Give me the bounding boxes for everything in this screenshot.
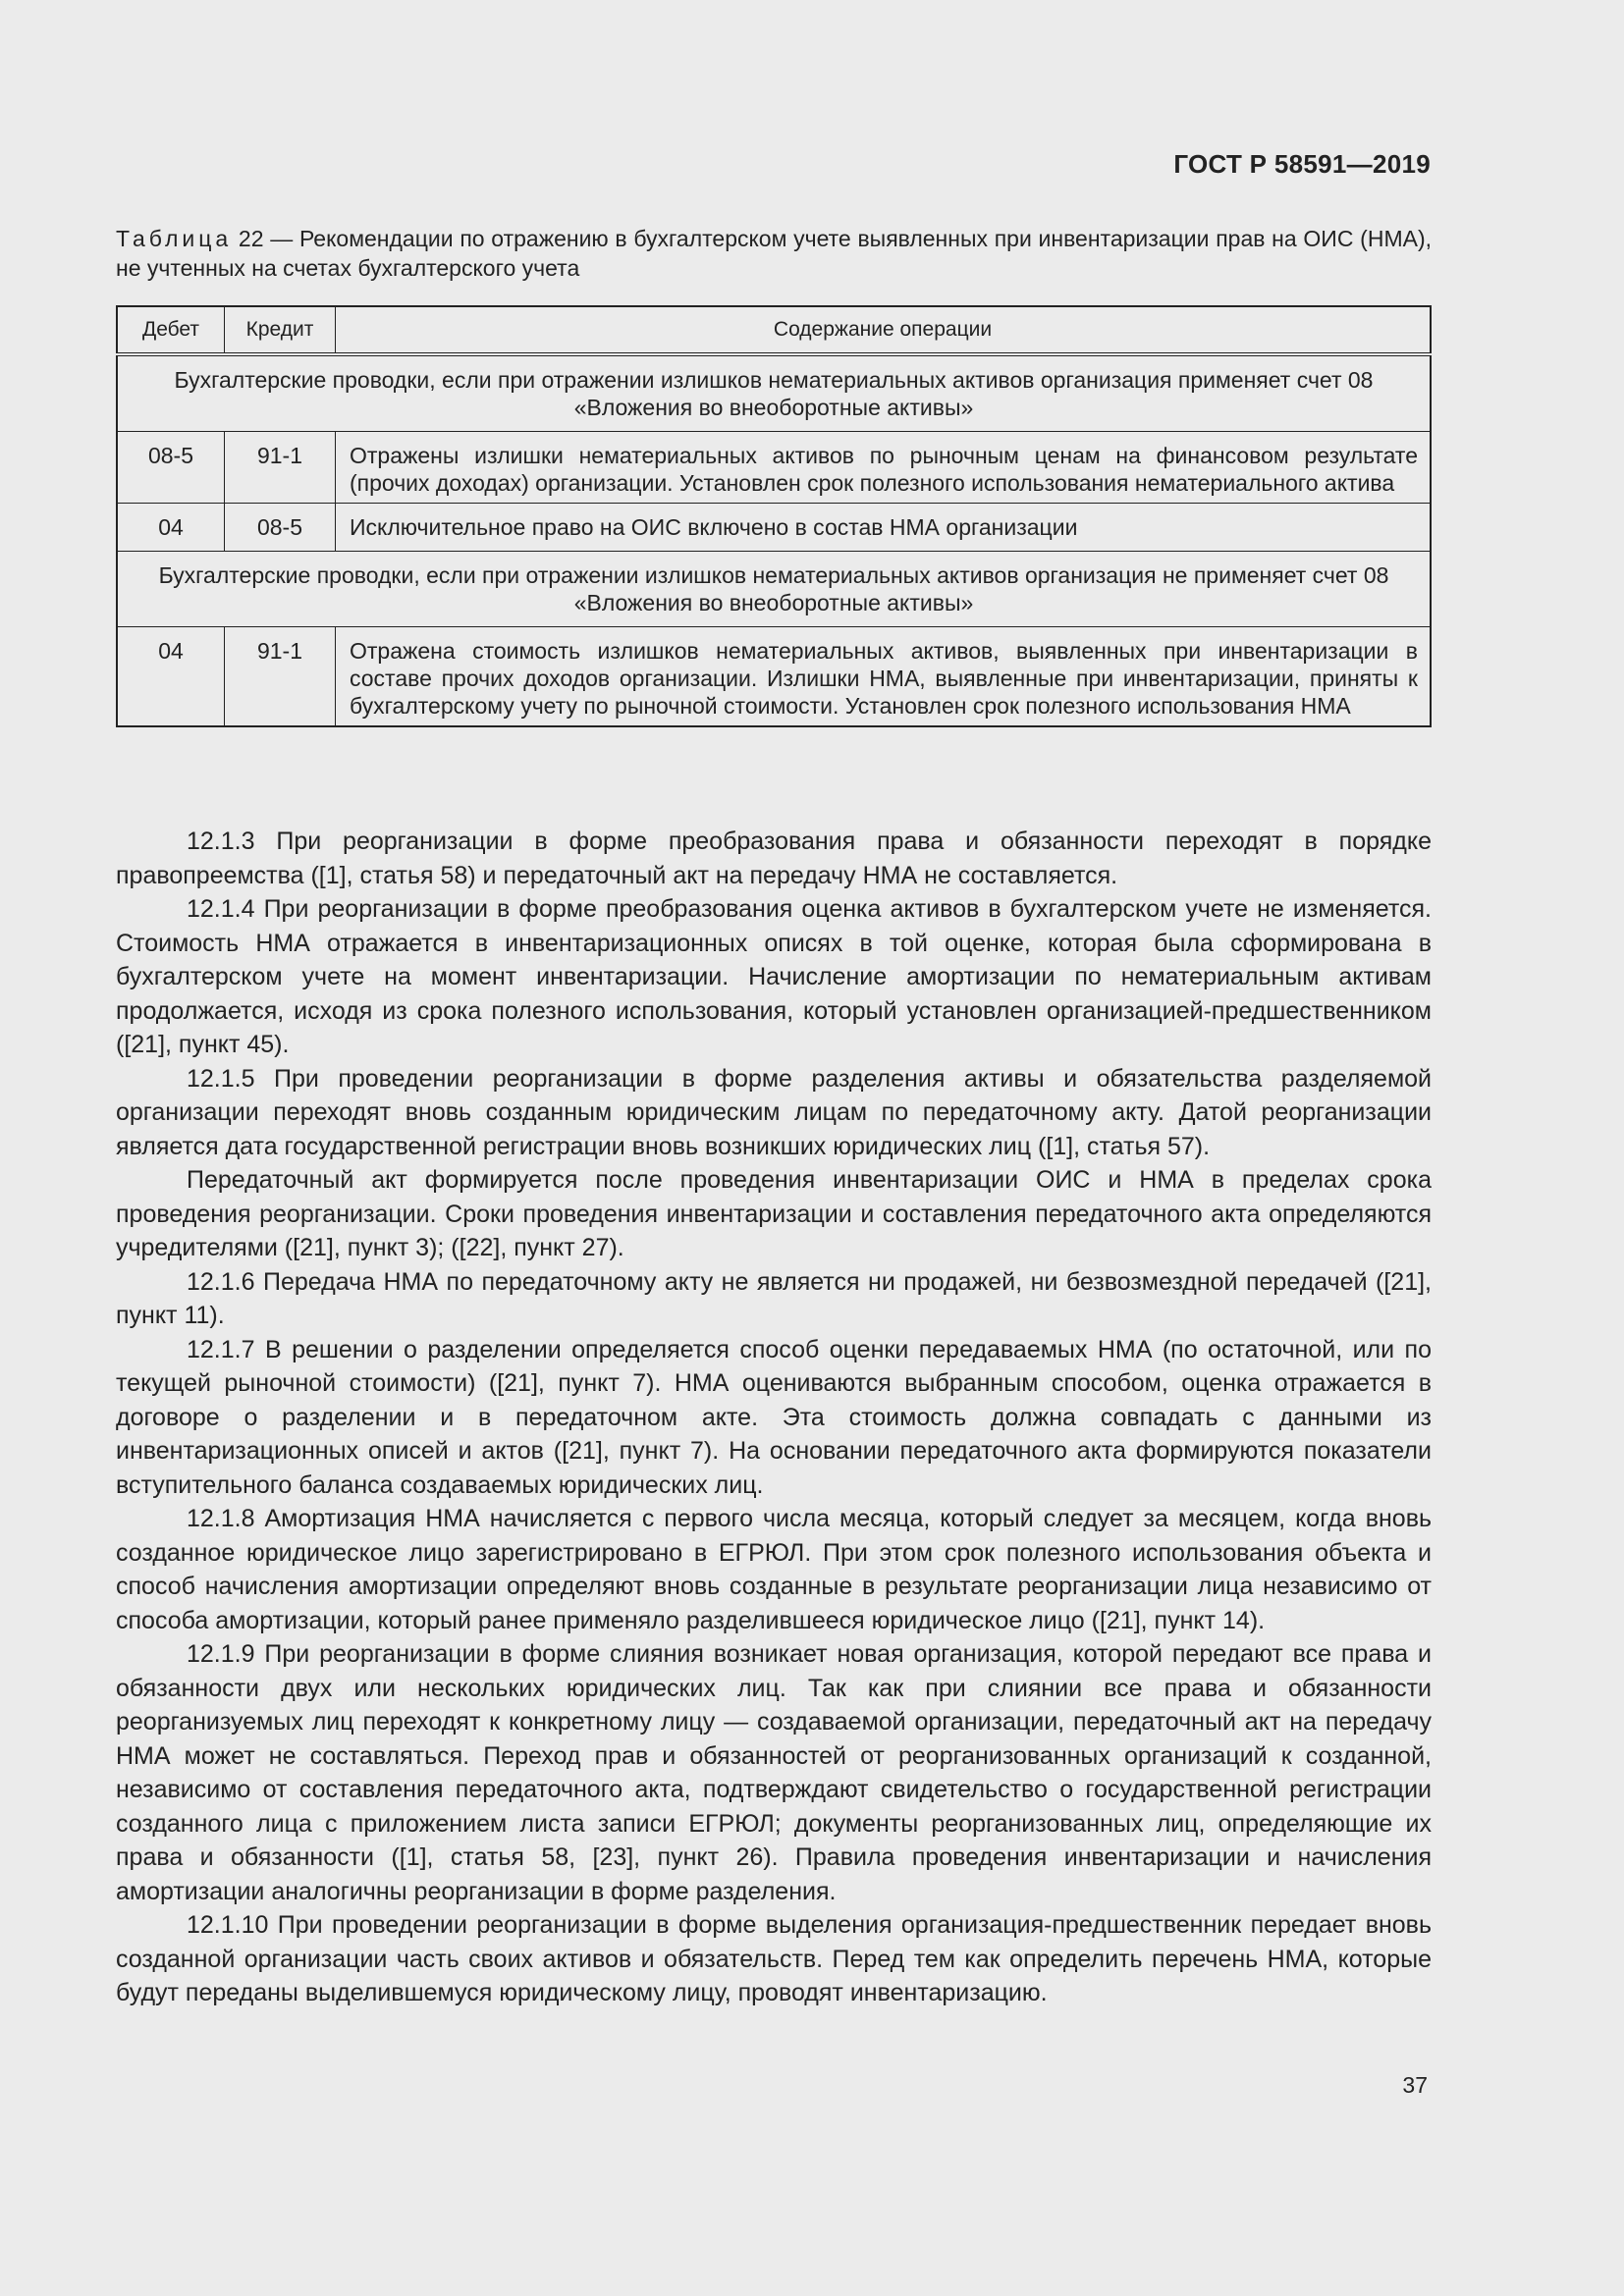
header-content: Содержание операции <box>336 306 1432 354</box>
document-id: ГОСТ Р 58591—2019 <box>1173 149 1431 179</box>
table-caption <box>116 224 1432 283</box>
cell-content: Отражена стоимость излишков нематериальных активов, выявленных при инвентаризации в составе прочих доходов организации. Излишки НМА, выявленные при инвентаризации, приняты к бухгалтерскому учету по рыночной стоимости. Установлен срок полезного использования НМА <box>336 627 1432 727</box>
header-debit: Дебет <box>117 306 225 354</box>
accounting-table <box>116 305 1432 727</box>
paragraph: 12.1.10 При проведении реорганизации в форме выделения организация-предшественник передает вновь созданной организации часть своих активов и обязательств. Перед тем как определить перечень НМА, которые будут переданы выделившемуся юридическому лицу, проводят инвентаризацию. <box>116 1911 1432 2006</box>
cell-credit: 91-1 <box>225 432 336 504</box>
header-credit: Кредит <box>225 306 336 354</box>
table-caption-text: 22 — Рекомендации по отражению в бухгалтерском учете выявленных при инвентаризации прав на ОИС (НМА), не учтенных на счетах бухгалтерского учета <box>116 226 1432 281</box>
table-caption-label: Таблица <box>116 226 233 251</box>
paragraph: 12.1.7 В решении о разделении определяется способ оценки передаваемых НМА (по остаточной, или по текущей рыночной стоимости) ([21], пункт 7). НМА оцениваются выбранным способом, оценка отражается в договоре о разделении и в передаточном акте. Эта стоимость должна совпадать с данными из инвентаризационных описей и актов ([21], пункт 7). На основании передаточного акта формируются показатели вступительного баланса создаваемых юридических лиц. <box>116 1335 1432 1499</box>
paragraph: 12.1.8 Амортизация НМА начисляется с первого числа месяца, который следует за месяцем, когда вновь созданное юридическое лицо зарегистрировано в ЕГРЮЛ. При этом срок полезного использования объекта и способ начисления амортизации определяют вновь созданные в результате реорганизации лица независимо от способа амортизации, который ранее применяло разделившееся юридическое лицо ([21], пункт 14). <box>116 1505 1432 1634</box>
cell-debit: 04 <box>117 627 225 727</box>
paragraph: 12.1.9 При реорганизации в форме слияния возникает новая организация, которой передают все права и обязанности двух или нескольких юридических лиц. Так как при слиянии все права и обязанности реорганизуемых лиц переходят к конкретному лицу — создаваемой организации, передаточный акт на передачу НМА может не составляться. Переход прав и обязанностей от реорганизованных организаций к созданной, независимо от составления передаточного акта, подтверждают свидетельство о государственной регистрации созданного лица с приложением листа записи ЕГРЮЛ; документы реорганизованных лиц, определяющие их права и обязанности ([1], статья 58, [23], пункт 26). Правила проведения инвентаризации и начисления амортизации аналогичны реорганизации в форме разделения. <box>116 1640 1432 1905</box>
page-number: 37 <box>1402 2072 1428 2098</box>
table-row <box>117 627 1431 727</box>
body-text <box>116 825 1432 2010</box>
cell-credit: 08-5 <box>225 504 336 552</box>
table-row <box>117 504 1431 552</box>
table-row <box>117 432 1431 504</box>
paragraph: Передаточный акт формируется после проведения инвентаризации ОИС и НМА в пределах срока проведения реорганизации. Сроки проведения инвентаризации и составления передаточного акта определяются учредителями ([21], пункт 3); ([22], пункт 27). <box>116 1166 1432 1261</box>
section-title-2: Бухгалтерские проводки, если при отражении излишков нематериальных активов организация не применяет счет 08 «Вложения во внеоборотные активы» <box>117 552 1431 627</box>
cell-debit: 08-5 <box>117 432 225 504</box>
paragraph: 12.1.6 Передача НМА по передаточному акту не является ни продажей, ни безвозмездной передачей ([21], пункт 11). <box>116 1267 1432 1329</box>
cell-debit: 04 <box>117 504 225 552</box>
cell-credit: 91-1 <box>225 627 336 727</box>
cell-content: Отражены излишки нематериальных активов по рыночным ценам на финансовом результате (прочих доходах) организации. Установлен срок полезного использования нематериального актива <box>336 432 1432 504</box>
paragraph: 12.1.4 При реорганизации в форме преобразования оценка активов в бухгалтерском учете не изменяется. Стоимость НМА отражается в инвентаризационных описях в той оценке, которая была сформирована в бухгалтерском учете на момент инвентаризации. Начисление амортизации по нематериальным активам продолжается, исходя из срока полезного использования, который установлен организацией-предшественником ([21], пункт 45). <box>116 895 1432 1058</box>
section-title-1: Бухгалтерские проводки, если при отражении излишков нематериальных активов организация применяет счет 08 «Вложения во внеоборотные активы» <box>117 354 1431 432</box>
paragraph: 12.1.3 При реорганизации в форме преобразования права и обязанности переходят в порядке правопреемства ([1], статья 58) и передаточный акт на передачу НМА не составляется. <box>116 828 1432 889</box>
table-section-row <box>117 552 1431 627</box>
paragraph: 12.1.5 При проведении реорганизации в форме разделения активы и обязательства разделяемой организации переходят вновь созданным юридическим лицам по передаточному акту. Датой реорганизации является дата государственной регистрации вновь возникших юридических лиц ([1], статья 57). <box>116 1064 1432 1160</box>
cell-content: Исключительное право на ОИС включено в состав НМА организации <box>336 504 1432 552</box>
table-header-row <box>117 306 1431 354</box>
table-section-row <box>117 354 1431 432</box>
